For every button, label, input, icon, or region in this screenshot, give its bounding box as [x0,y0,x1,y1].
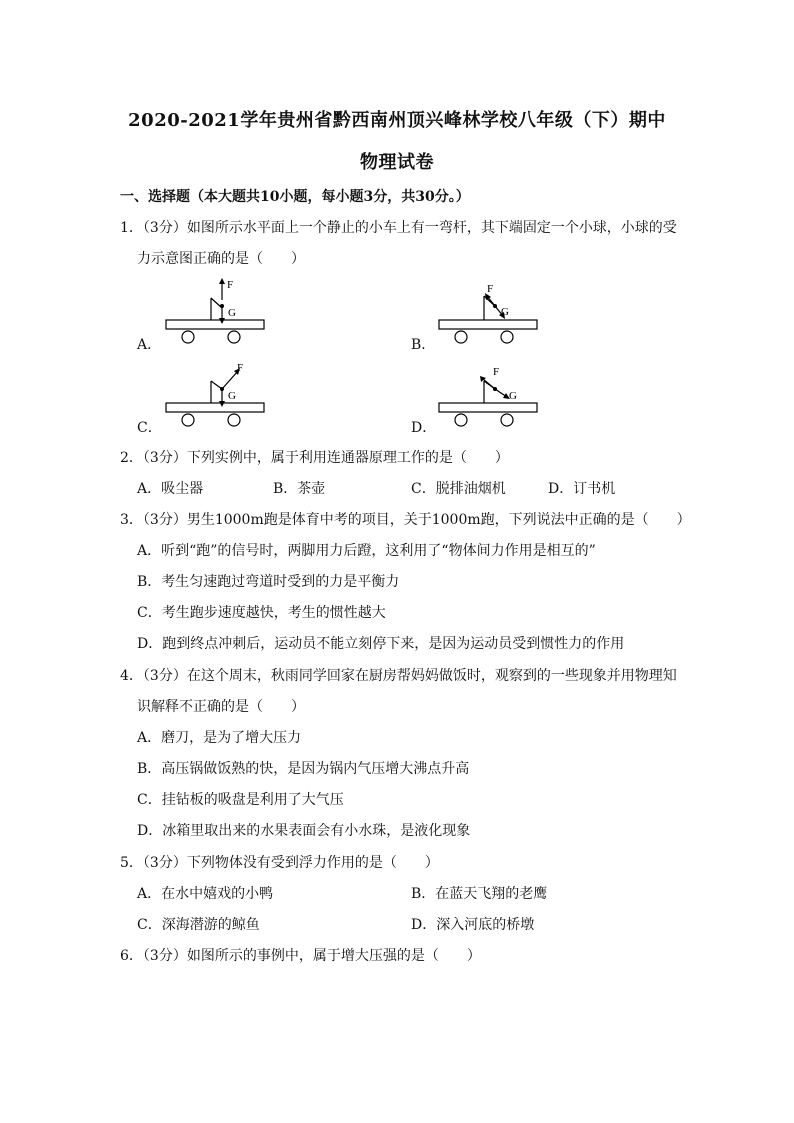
q1-d-label-f: F [493,366,500,378]
q2-option-b: B．茶壶 [273,481,326,497]
q5-option-d: D．深入河底的桥墩 [411,917,535,933]
q1-option-d: D． [411,420,437,436]
q1-a-label-f: F [227,279,234,291]
q4-option-a: A．磨刀，是为了增大压力 [137,730,302,746]
q3-stem: 3．（3分）男生1000m跑是体育中考的项目，关于1000m跑，下列说法中正确的是（ ） [120,512,691,528]
q1-option-b: B． [411,337,436,353]
q5-stem: 5．（3分）下列物体没有受到浮力作用的是（ ） [120,855,439,871]
q2-option-a: A．吸尘器 [137,481,204,497]
q1-figure-c [160,361,270,431]
q1-d-label-g: G [509,390,517,402]
q1-b-label-g: G [501,306,509,318]
q1-option-a: A． [137,337,162,353]
title-line-1: 2020-2021学年贵州省黔西南州顶兴峰林学校八年级（下）期中 [128,110,666,131]
q1-stem-line-1: 1．（3分）如图所示水平面上一个静止的小车上有一弯杆，其下端固定一个小球，小球的受 [120,220,677,236]
q3-option-a: A．听到“跑”的信号时，两脚用力后蹬，这利用了“物体间力作用是相互的” [137,543,596,559]
q1-figure-a [160,278,270,348]
q4-option-c: C．挂钻板的吸盘是利用了大气压 [137,792,344,808]
q1-b-label-f: F [487,283,494,295]
q6-stem: 6．（3分）如图所示的事例中，属于增大压强的是（ ） [120,948,481,964]
q2-stem: 2．（3分）下列实例中，属于利用连通器原理工作的是（ ） [120,450,509,466]
q4-option-b: B．高压锅做饭熟的快，是因为锅内气压增大沸点升高 [137,761,470,777]
q3-option-c: C．考生跑步速度越快，考生的惯性越大 [137,605,386,621]
q4-stem-line-2: 识解释不正确的是（ ） [137,699,305,715]
q1-a-label-g: G [228,307,236,319]
q2-option-d: D．订书机 [548,481,616,497]
q1-option-c: C． [137,420,162,436]
title-line-2: 物理试卷 [360,152,434,173]
q3-option-d: D．跑到终点冲刺后，运动员不能立刻停下来，是因为运动员受到惯性力的作用 [137,636,625,652]
q1-c-label-f: F [237,362,244,374]
q5-option-c: C．深海潜游的鲸鱼 [137,917,260,933]
q1-figure-b [433,278,543,348]
q5-option-b: B．在蓝天飞翔的老鹰 [411,886,548,902]
section-heading: 一、选择题（本大题共10小题，每小题3分，共30分。） [120,189,470,205]
q4-option-d: D．冰箱里取出来的水果表面会有小水珠，是液化现象 [137,823,471,839]
q1-stem-line-2: 力示意图正确的是（ ） [137,251,305,267]
q1-figure-d [433,361,543,431]
q1-c-label-g: G [228,390,236,402]
q2-option-c: C．脱排油烟机 [411,481,506,497]
q4-stem-line-1: 4．（3分）在这个周末，秋雨同学回家在厨房帮妈妈做饭时，观察到的一些现象并用物理知 [120,668,677,684]
q3-option-b: B．考生匀速跑过弯道时受到的力是平衡力 [137,574,400,590]
q5-option-a: A．在水中嬉戏的小鸭 [137,886,274,902]
